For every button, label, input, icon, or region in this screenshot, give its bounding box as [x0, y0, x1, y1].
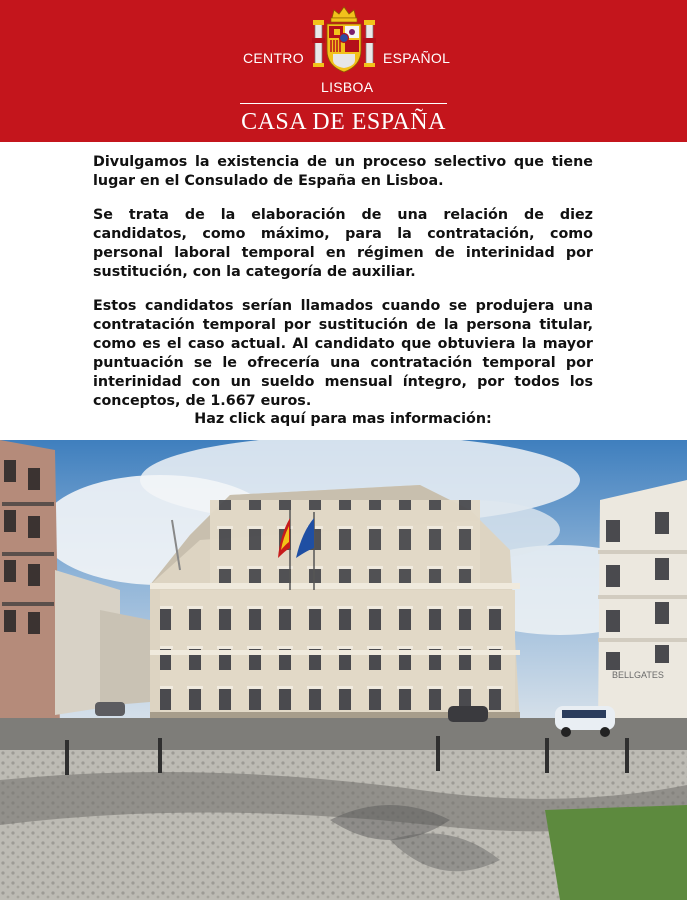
header-banner [0, 0, 687, 142]
consulate-photo [0, 440, 687, 900]
header-divider [240, 103, 447, 104]
page-title: CASA DE ESPAÑA [241, 109, 446, 135]
paragraph-details: Se trata de la elaboración de una relación de diez candidatos, como máximo, para la contratación, como personal laboral temporal en régimen de interinidad por sustitución, con la categoría de auxiliar. [93, 207, 593, 280]
shop-sign: BELLGATES [612, 670, 664, 680]
org-city: LISBOA [321, 79, 374, 95]
paragraph-conditions: Estos candidatos serían llamados cuando se produjera una contratación temporal por sustitución de la persona titular, como es el caso actual. Al candidato que obtuviera la mayor puntuación se le ofrecería una contratación temporal por interinidad con un sueldo mensual íntegro, por todos los conceptos, de 1.667 euros. [93, 298, 593, 409]
announcement-text [93, 153, 593, 426]
org-name-left: CENTRO [243, 50, 304, 66]
paragraph-intro: Divulgamos la existencia de un proceso selectivo que tiene lugar en el Consulado de España en Lisboa. [93, 154, 593, 189]
more-info-cta [93, 411, 593, 427]
more-info-link[interactable]: Haz click aquí para mas información: [194, 411, 492, 427]
coat-of-arms-icon [312, 4, 376, 76]
org-name-right: ESPAÑOL [383, 50, 451, 66]
